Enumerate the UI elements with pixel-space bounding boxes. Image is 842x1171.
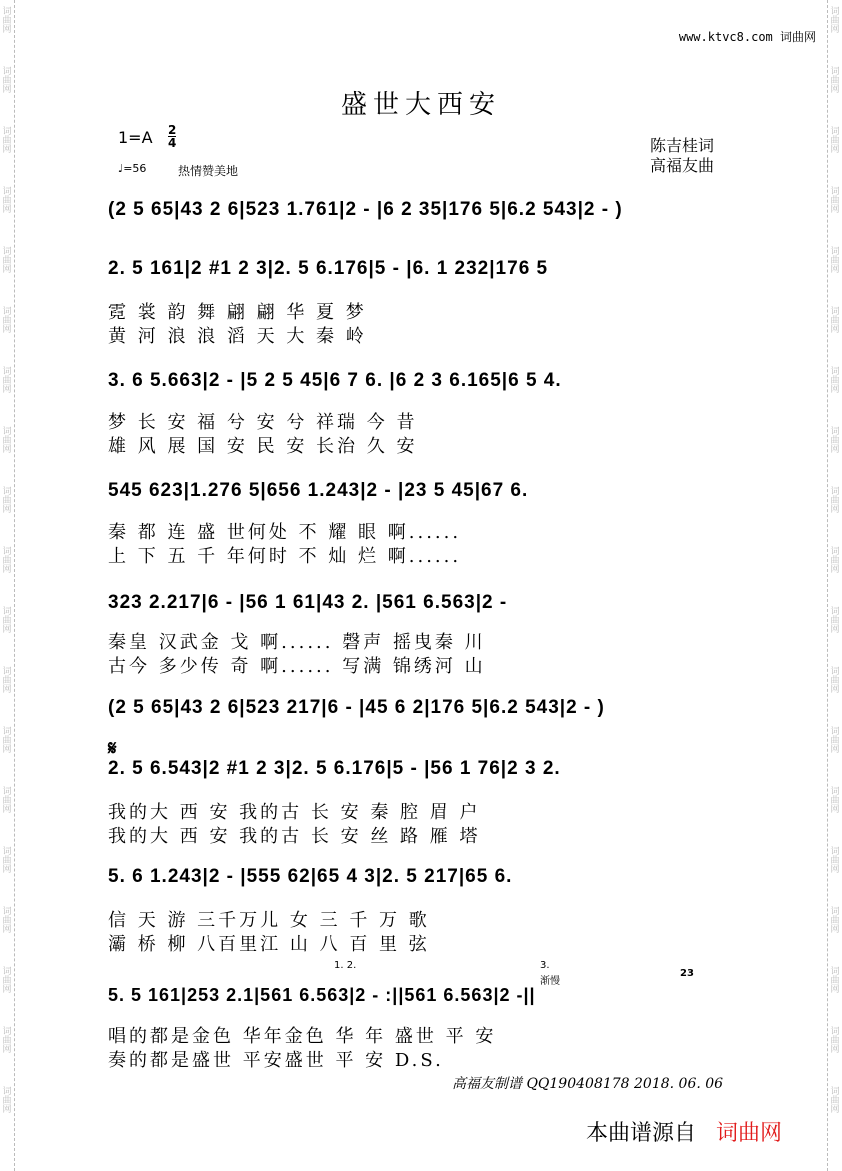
- right-watermark-band: [827, 0, 842, 1171]
- side-watermark: 词 曲 网: [830, 427, 840, 455]
- tempo-marking: ♩=56: [118, 162, 147, 175]
- volta-1-2: 1. 2.: [334, 960, 357, 971]
- lyrics-line: 梦 长 安 福 兮 安 兮 祥瑞 今 昔: [108, 412, 418, 433]
- lyrics-line: 秦皇 汉武金 戈 啊...... 磬声 摇曳秦 川: [108, 632, 486, 653]
- lyrics-line: 上 下 五 千 年何时 不 灿 烂 啊......: [108, 546, 462, 567]
- lyrics-line: 我的大 西 安 我的古 长 安 丝 路 雁 塔: [108, 826, 481, 847]
- side-watermark: 词 曲 网: [2, 787, 12, 815]
- beat-count: 23: [680, 968, 694, 979]
- side-watermark: 词 曲 网: [2, 667, 12, 695]
- side-watermark: 词 曲 网: [2, 1027, 12, 1055]
- left-watermark-band: [0, 0, 15, 1171]
- side-watermark: 词 曲 网: [2, 967, 12, 995]
- time-signature: $\frac{2}{4}$: [168, 123, 177, 150]
- volta-3: 3.: [540, 960, 550, 971]
- side-watermark: 词 曲 网: [830, 607, 840, 635]
- score-system-1: (2 5 65|43 2 6|523 1.761|2 - |6 2 35|176 5|6.2 543|2 - ): [108, 199, 623, 220]
- side-watermark: 词 曲 网: [2, 187, 12, 215]
- side-watermark: 词 曲 网: [2, 247, 12, 275]
- segno-sign: 𝄋: [108, 736, 117, 760]
- source-prefix: 本曲谱源自: [586, 1121, 697, 1146]
- lyrics-line: 秦 都 连 盛 世何处 不 耀 眼 啊......: [108, 522, 462, 543]
- side-watermark: 词 曲 网: [830, 1087, 840, 1115]
- side-watermark: 词 曲 网: [830, 7, 840, 35]
- lyrics-line: 灞 桥 柳 八百里江 山 八 百 里 弦: [108, 934, 430, 955]
- lyrics-line: 雄 风 展 国 安 民 安 长治 久 安: [108, 436, 418, 457]
- side-watermark: 词 曲 网: [2, 607, 12, 635]
- score-system-4: 545 623|1.276 5|656 1.243|2 - |23 5 45|67 6.: [108, 480, 529, 501]
- lyrics-line: 奏的都是盛世 平安盛世 平 安 D.S.: [108, 1050, 444, 1071]
- score-system-2: 2. 5 161|2 #1 2 3|2. 5 6.176|5 - |6. 1 232|176 5: [108, 258, 549, 279]
- score-system-3: 3. 6 5.663|2 - |5 2 5 45|6 7 6. |6 2 3 6.165|6 5 4.: [108, 370, 562, 391]
- side-watermark: 词 曲 网: [830, 67, 840, 95]
- side-watermark: 词 曲 网: [830, 787, 840, 815]
- source-credit: [586, 1116, 782, 1147]
- site-url[interactable]: www.ktvc8.com 词曲网: [678, 30, 816, 44]
- side-watermark: 词 曲 网: [830, 367, 840, 395]
- side-watermark: 词 曲 网: [830, 1027, 840, 1055]
- side-watermark: 词 曲 网: [2, 67, 12, 95]
- score-system-9: 5. 5 161|253 2.1|561 6.563|2 - :||561 6.563|2 -||: [108, 985, 536, 1005]
- side-watermark: 词 曲 网: [830, 907, 840, 935]
- lyrics-line: 古今 多少传 奇 啊...... 写满 锦绣河 山: [108, 656, 486, 677]
- side-watermark: 词 曲 网: [2, 547, 12, 575]
- transcriber-credit: 高福友制谱 QQ190408178 2018. 06. 06: [452, 1076, 724, 1092]
- mood-marking: 热情赞美地: [178, 164, 239, 178]
- side-watermark: 词 曲 网: [830, 547, 840, 575]
- lyrics-line: 我的大 西 安 我的古 长 安 秦 腔 眉 户: [108, 802, 481, 823]
- side-watermark: 词 曲 网: [830, 967, 840, 995]
- lyrics-line: 信 天 游 三千万儿 女 三 千 万 歌: [108, 910, 430, 931]
- side-watermark: 词 曲 网: [2, 307, 12, 335]
- side-watermark: 词 曲 网: [830, 847, 840, 875]
- side-watermark: 词 曲 网: [2, 7, 12, 35]
- lyrics-line: 霓 裳 韵 舞 翩 翩 华 夏 梦: [108, 302, 367, 323]
- song-title: 盛世大西安: [340, 90, 501, 120]
- score-system-8: 5. 6 1.243|2 - |555 62|65 4 3|2. 5 217|65 6.: [108, 866, 513, 887]
- lyricist: 陈吉桂词: [650, 136, 715, 155]
- side-watermark: 词 曲 网: [2, 427, 12, 455]
- lyrics-line: 黄 河 浪 浪 滔 天 大 秦 岭: [108, 326, 367, 347]
- side-watermark: 词 曲 网: [830, 247, 840, 275]
- side-watermark: 词 曲 网: [2, 847, 12, 875]
- ritardando-marking: 渐慢: [540, 976, 560, 987]
- score-system-7: 2. 5 6.543|2 #1 2 3|2. 5 6.176|5 - |56 1 76|2 3 2.: [108, 758, 561, 779]
- composer: 高福友曲: [650, 156, 715, 175]
- side-watermark: 词 曲 网: [830, 667, 840, 695]
- side-watermark: 词 曲 网: [830, 727, 840, 755]
- side-watermark: 词 曲 网: [830, 487, 840, 515]
- key-signature: 1=A: [118, 128, 153, 147]
- side-watermark: 词 曲 网: [2, 907, 12, 935]
- side-watermark: 词 曲 网: [830, 187, 840, 215]
- lyrics-line: 唱的都是金色 华年金色 华 年 盛世 平 安: [108, 1026, 497, 1047]
- side-watermark: 词 曲 网: [2, 487, 12, 515]
- score-system-6: (2 5 65|43 2 6|523 217|6 - |45 6 2|176 5|6.2 543|2 - ): [108, 697, 605, 718]
- side-watermark: 词 曲 网: [830, 307, 840, 335]
- score-system-5: 323 2.217|6 - |56 1 61|43 2. |561 6.563|2 -: [108, 592, 508, 613]
- side-watermark: 词 曲 网: [830, 127, 840, 155]
- side-watermark: 词 曲 网: [2, 1087, 12, 1115]
- brand-logo[interactable]: 词曲网: [716, 1121, 783, 1146]
- side-watermark: 词 曲 网: [2, 727, 12, 755]
- side-watermark: 词 曲 网: [2, 367, 12, 395]
- side-watermark: 词 曲 网: [2, 127, 12, 155]
